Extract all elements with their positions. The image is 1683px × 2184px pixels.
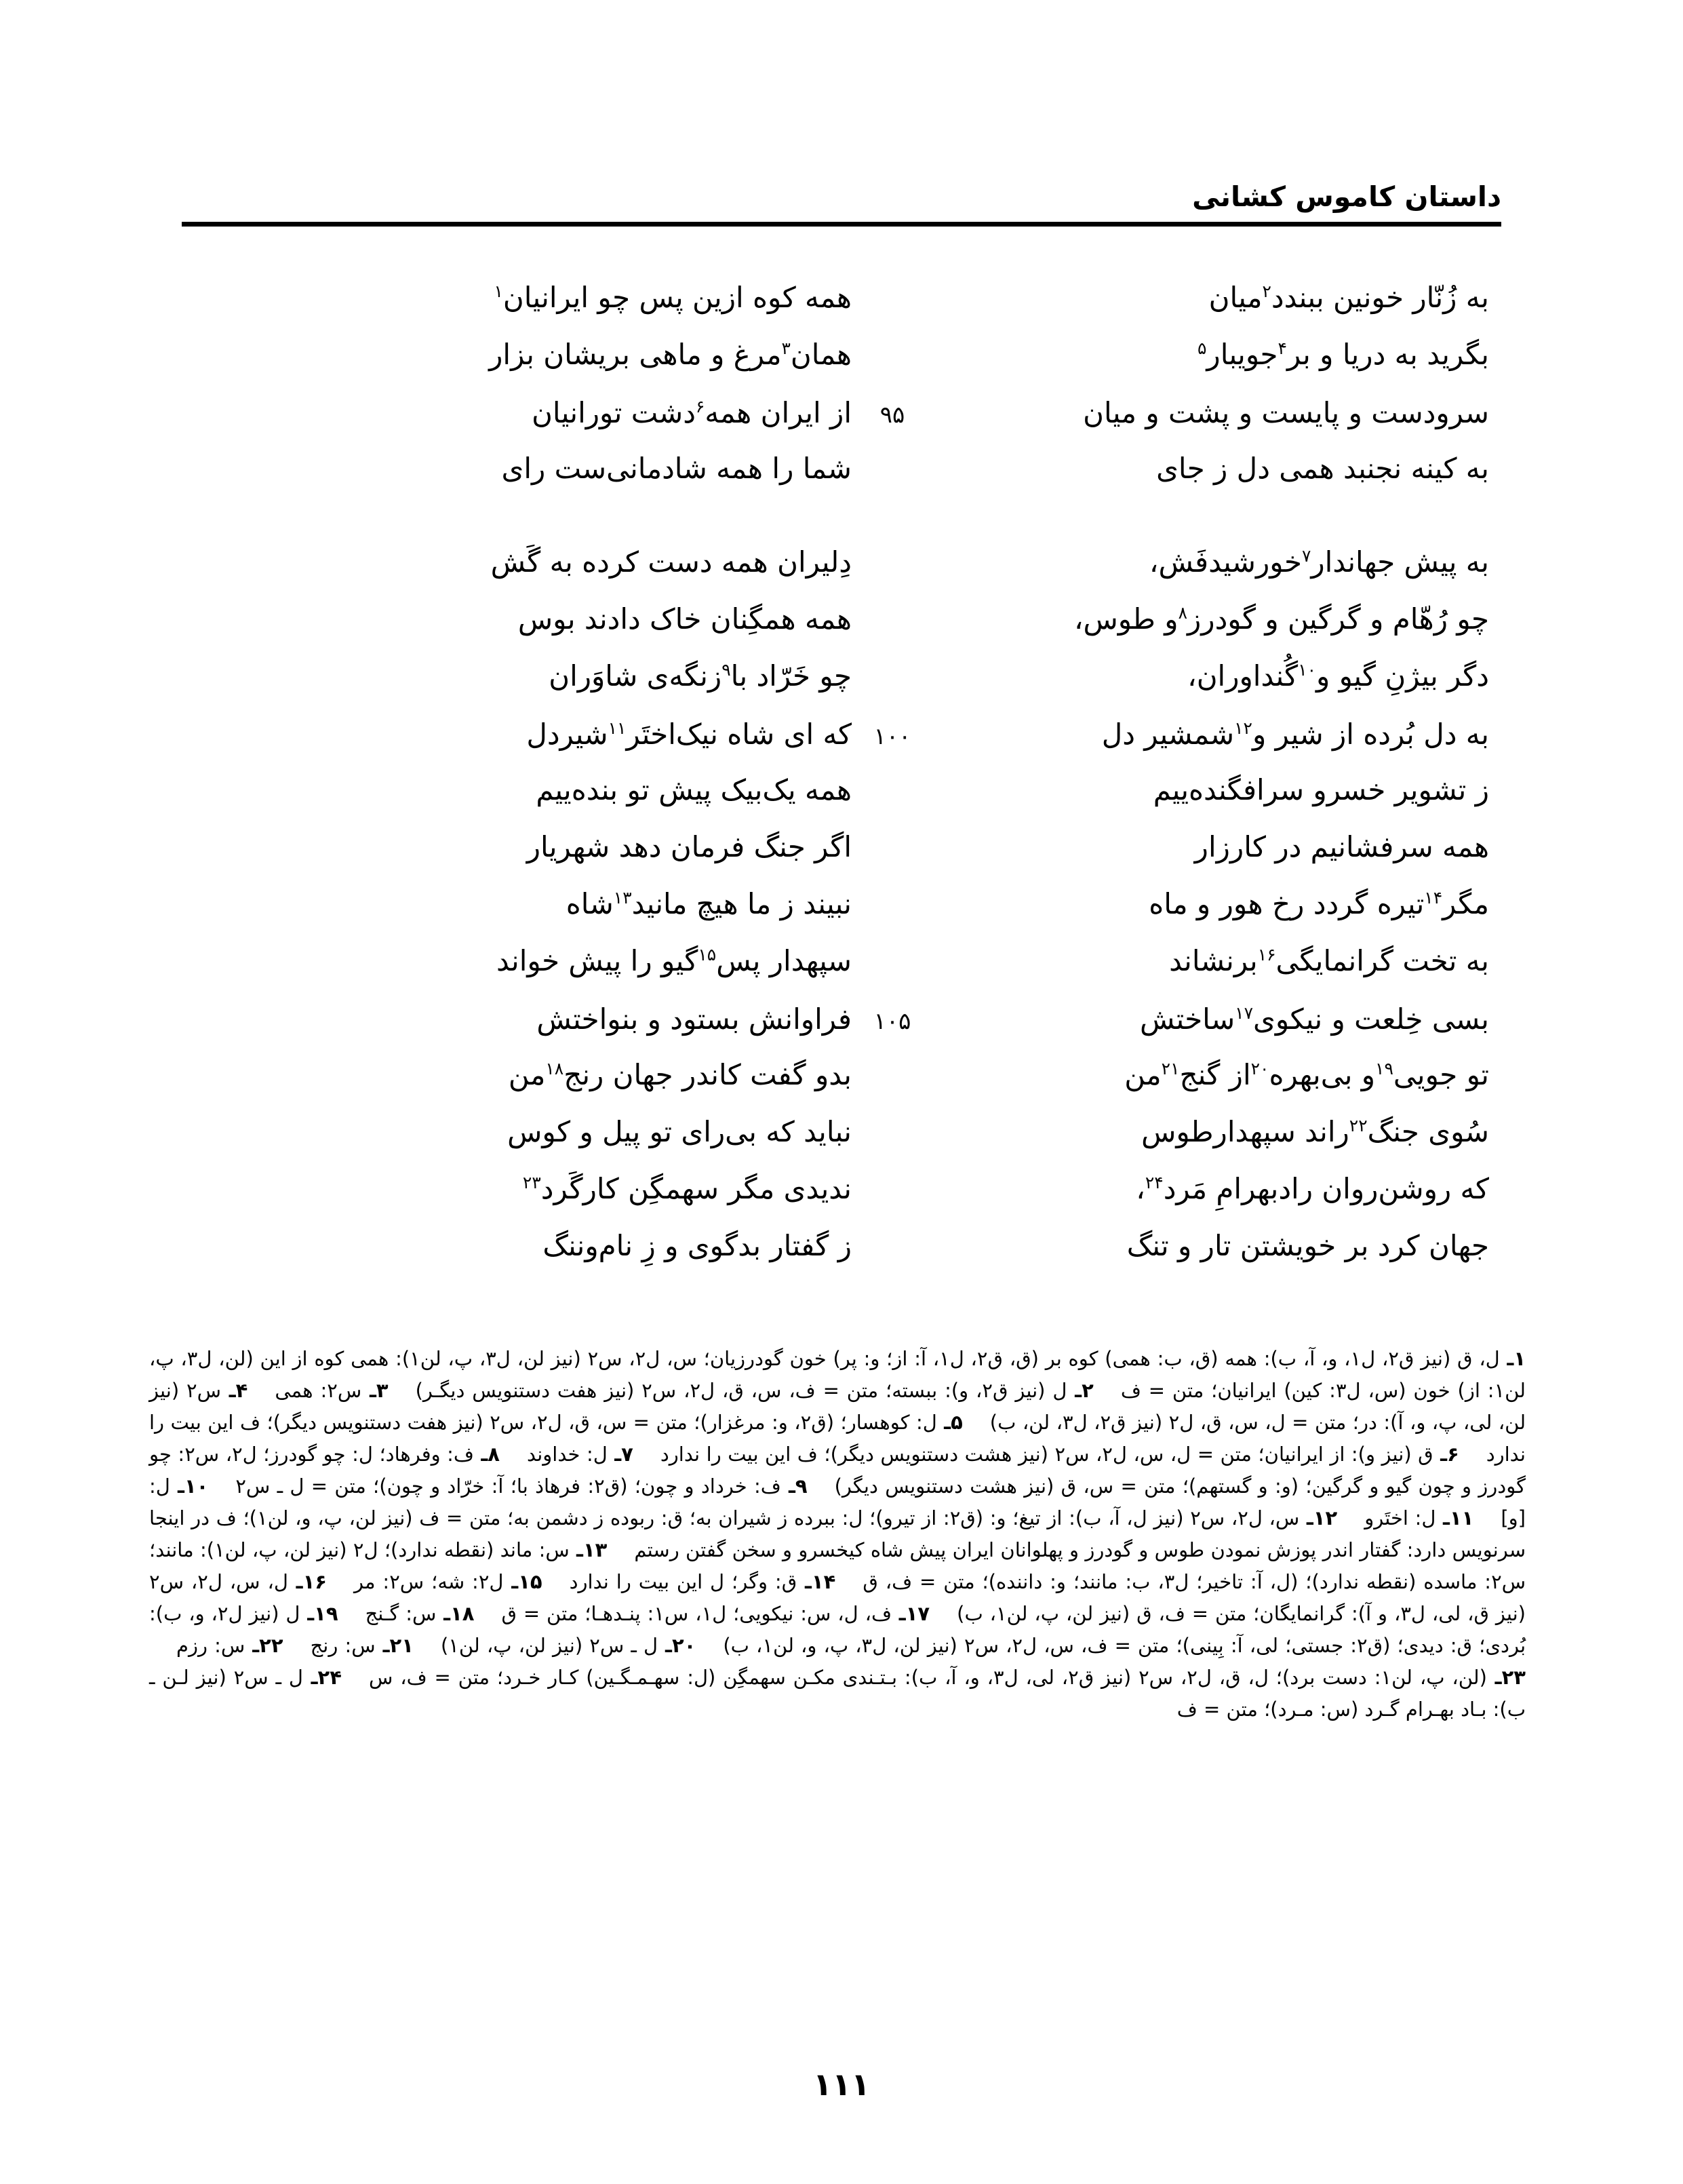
verse-line: [179, 545, 1501, 605]
hemistich-b: به کینه نجنبد همی دل ز جای: [1156, 452, 1489, 485]
apparatus-entry: [311, 1634, 414, 1657]
footnote-marker: ۱۰: [1298, 660, 1317, 680]
apparatus-entry-label: ۱۸ـ: [436, 1601, 475, 1625]
footnote-marker: ۱۳: [613, 888, 632, 908]
line-number: [852, 1080, 933, 1085]
hemistich-a: همه یک‌بیک پیش تو بنده‌ییم: [536, 773, 852, 806]
apparatus-entry-text: ل (نیز ل۲، و، ب): بُردی؛ ق: دیدی؛ (ق۲: جستی؛ لی، آ: بِینی)؛ متن = ف، س، ل۲، س۲ (نیز لن، ل۳، پ، و، لن۱، ب): [149, 1601, 1526, 1657]
verse-line: [179, 887, 1501, 947]
critical-apparatus: [149, 1343, 1526, 1725]
verse-line: [179, 659, 1501, 719]
apparatus-entry: [1364, 1506, 1473, 1529]
apparatus-entry-text: س۲ (نیز لن، لی، پ، و، آ): در؛ متن = ل، س، ق، ل۲ (نیز ق۲، ل۳، لن، ب): [149, 1378, 1526, 1434]
apparatus-entry-label: ۹ـ: [780, 1474, 808, 1498]
hemistich-a: سپهدار پس$^{۱۵}$گیو را پیش خواند: [496, 944, 852, 977]
stanza-block: [179, 545, 1501, 1289]
apparatus-entry-text: ل: کوهسار؛ (ق۲، و: مرغزار)؛ متن = س، ق، ل۲، س۲ (نیز هفت دستنویس دیگر)؛ ف این بیت را ندارد: [149, 1410, 1526, 1466]
apparatus-entry-text: ف: خرداد و چون؛ (ق۲: فرهاذ با؛ آ: خرّاد و چون)؛ متن = ل ـ س۲: [235, 1474, 781, 1498]
apparatus-entry-label: ۴ـ: [221, 1378, 248, 1402]
verse-body: [179, 281, 1501, 1289]
hemistich-b: سُوی جنگ$^{۲۲}$راند سپهدارطوس: [1141, 1115, 1489, 1148]
apparatus-entry-text: ل، س، ل۲، س۲ (نیز ق، لی، ل۳، و آ): گرانمایگان؛ متن = ف، ق (نیز لن، پ، لن۱، ب): [149, 1569, 1526, 1625]
apparatus-entry-label: ۱۰ـ: [170, 1474, 209, 1498]
apparatus-entry: [369, 1666, 1526, 1689]
apparatus-entry-text: س: گـنج: [365, 1601, 437, 1625]
apparatus-entry-text: س: ماند (نقطه ندارد)؛ ل۲ (نیز لن، پ، لن۱): مانند؛ س۲: ماسده (نقطه ندارد)؛ (ل، آ: تاخیر؛ ل۳، ب: مانند؛ و: داننده)؛ متن = ف، ق: [149, 1538, 1526, 1593]
apparatus-entry: [441, 1634, 696, 1657]
hemistich-a: نبیند ز ما هیچ مانید$^{۱۳}$شاه: [566, 887, 852, 920]
verse-line: [179, 1004, 1501, 1061]
footnote-marker: ۷: [1301, 546, 1311, 566]
footnote-marker: ۲۲: [1349, 1116, 1368, 1135]
hemistich-b: به دل بُرده از شیر و$^{۱۲}$شمشیر دل: [1101, 718, 1489, 751]
apparatus-entry-label: ۲۴ـ: [302, 1665, 342, 1689]
apparatus-entry: [660, 1443, 1459, 1466]
line-number: ۹۵: [879, 402, 905, 429]
apparatus-entry-text: س۲: همی: [275, 1378, 362, 1402]
apparatus-entry-text: س: رزم: [176, 1633, 245, 1657]
verse-line: [179, 944, 1501, 1004]
hemistich-a: بدو گفت کاندر جهان رنج$^{۱۸}$من: [508, 1058, 852, 1091]
line-number: [852, 796, 933, 800]
apparatus-entry-label: ۲ـ: [1067, 1378, 1094, 1402]
apparatus-entry-label: ۱۴ـ: [797, 1569, 836, 1593]
hemistich-a: فراوانش بستود و بنواختش: [536, 1002, 852, 1036]
apparatus-entry-text: ل ـ س۲ (نیز لـن ـ ب): بـاد بهـرام گـرد (س: مـرد)؛ متن = ف: [149, 1665, 1526, 1721]
apparatus-entry-text: ل: خداوند: [526, 1442, 608, 1466]
footnote-marker: ۱۵: [698, 945, 717, 964]
footnote-marker: ۴: [1278, 338, 1287, 358]
footnote-marker: ۹: [721, 660, 731, 680]
apparatus-entry-label: ۷ـ: [607, 1442, 633, 1466]
line-number: [852, 910, 933, 914]
apparatus-entry-text: ق: وگر؛ ل این بیت را ندارد: [569, 1569, 797, 1593]
apparatus-entry-text: ل، ق (نیز ق۲، ل۱، و، آ، ب): همه (ق، ب: همی) کوه بر (ق، ق۲، ل۱، آ: از؛ و: پر) خون گودرزیان؛ س، ل۲، س۲ (نیز لن، ل۳، پ، لن۱): همی کوه از این (لن، ل۳، پ، لن۱: از) خون (س، ل۳: کین) ایرانیان؛ متن = ف: [149, 1347, 1526, 1402]
hemistich-a: که ای شاه نیک‌اختَر$^{۱۱}$شیردل: [526, 718, 852, 751]
apparatus-entry-label: ۳ـ: [361, 1378, 389, 1402]
hemistich-b: تو جویی$^{۱۹}$و بی‌بهره$^{۲۰}$از گنج$^{۲۱}$من: [1124, 1058, 1489, 1091]
line-number: [852, 360, 933, 364]
hemistich-b: دگر بیژنِ گیو و$^{۱۰}$گُنداوران،: [1187, 659, 1489, 693]
footnote-marker: ۲: [1262, 281, 1271, 301]
footnote-marker: ۱: [494, 281, 503, 301]
line-number: [852, 568, 933, 572]
line-number: [852, 1137, 933, 1142]
apparatus-entry-label: ۵ـ: [936, 1410, 963, 1434]
hemistich-b: که روشن‌روان رادبهرامِ مَرد$^{۲۴}$،: [1136, 1172, 1489, 1205]
hemistich-b: به تخت گرانمایگی$^{۱۶}$برنشاند: [1169, 944, 1489, 977]
verse-line: [179, 1115, 1501, 1175]
apparatus-entry-text: ل ـ س۲ (نیز لن، پ، لن۱): [440, 1633, 658, 1657]
footnote-marker: ۱۶: [1257, 945, 1276, 964]
verse-line: [179, 602, 1501, 662]
hemistich-a: همه همگِنان خاک دادند بوس: [517, 602, 852, 636]
apparatus-entry-label: ۱۱ـ: [1436, 1506, 1474, 1529]
hemistich-a: اگر جنگ فرمان دهد شهریار: [526, 830, 852, 863]
hemistich-b: به پیش جهاندار$^۷$خورشیدفَش،: [1149, 545, 1489, 579]
apparatus-entry-text: ف، ل، س: نیکویی؛ ل۱، س۱: پنـدهـا؛ متن = ق: [501, 1601, 892, 1625]
apparatus-entry-label: ۶ـ: [1433, 1442, 1459, 1466]
apparatus-entry-text: س: رنج: [310, 1633, 376, 1657]
line-number: [852, 682, 933, 686]
footnote-marker: ۲۳: [522, 1173, 541, 1192]
apparatus-entry-label: ۲۰ـ: [658, 1633, 696, 1657]
line-number: ۱۰۵: [873, 1008, 911, 1035]
footnote-marker: ۳: [781, 338, 791, 358]
apparatus-entry: [416, 1379, 1094, 1402]
verse-line: [179, 397, 1501, 454]
apparatus-entry-label: ۱۶ـ: [288, 1569, 327, 1593]
hemistich-b: همه سرفشانیم در کارزار: [1194, 830, 1489, 863]
apparatus-entry-label: ۱۵ـ: [503, 1569, 542, 1593]
apparatus-entry-text: (لن، پ، لن۱: دست برد)؛ ل، ق، ل۲، س۲ (نیز ق۲، لی، ل۳، و، آ، ب): بـتـندی مکـن سهمگِن (ل: سهـمـگـین) کـار خـرد؛ متن = ف، س: [368, 1665, 1487, 1689]
apparatus-entry-label: ۲۲ـ: [245, 1633, 283, 1657]
footnote-marker: ۲۰: [1250, 1059, 1269, 1078]
line-number: [852, 853, 933, 857]
hemistich-a: شما را همه شادمانی‌ست رای: [501, 452, 852, 485]
verse-line: [179, 830, 1501, 890]
hemistich-b: جهان کرد بر خویشتن تار و تنگ: [1126, 1229, 1489, 1262]
hemistich-a: نباید که بی‌رای تو پیل و کوس: [507, 1115, 852, 1148]
hemistich-b: ز تشویر خسرو سرافگنده‌ییم: [1153, 773, 1489, 806]
apparatus-entry-text: ل (نیز ق۲، و): ببسته؛ متن = ف، س، ق، ل۲، س۲ (نیز هفت دستنویس دیگـر): [415, 1378, 1067, 1402]
hemistich-b: به زُنّار خونین ببندد$^۲$میان: [1208, 281, 1489, 314]
apparatus-entry-label: ۲۱ـ: [375, 1633, 414, 1657]
footnote-marker: ۱۴: [1424, 888, 1443, 908]
hemistich-a: همه کوه ازین پس چو ایرانیان$^۱$: [494, 281, 852, 314]
hemistich-a: ز گفتار بدگوی و زِ نام‌وننگ: [542, 1229, 852, 1262]
apparatus-entry-text: ل: اختَرو: [1364, 1506, 1436, 1529]
apparatus-entry-label: ۱۷ـ: [892, 1601, 930, 1625]
footnote-marker: ۱۹: [1375, 1059, 1393, 1078]
verse-line: [179, 454, 1501, 511]
line-number: [852, 625, 933, 629]
hemistich-b: بگرید به دریا و بر$^۴$جویبار$^۵$: [1197, 338, 1489, 371]
verse-line: [179, 1229, 1501, 1289]
apparatus-entry-label: ۱۹ـ: [300, 1601, 338, 1625]
hemistich-a: همان$^۳$مرغ و ماهی بریشان بزار: [489, 338, 852, 371]
apparatus-entry: [365, 1602, 475, 1625]
hemistich-b: مگر$^{۱۴}$تیره گردد رخ هور و ماه: [1149, 887, 1489, 920]
hemistich-b: سرودست و پایست و پشت و میان: [1083, 396, 1489, 429]
running-head: [182, 182, 1501, 227]
hemistich-b: چو رُهّام و گرگین و گودرز$^۸$و طوس،: [1073, 602, 1489, 636]
line-number: [852, 474, 933, 478]
verse-line: [179, 281, 1501, 340]
footnote-marker: ۸: [1178, 603, 1188, 623]
apparatus-entry: [354, 1570, 542, 1593]
hemistich-a: چو خَرّاد با$^۹$زنگه‌ی شاوَران: [549, 659, 852, 693]
line-number: ۱۰۰: [873, 723, 911, 750]
apparatus-entry: [176, 1634, 283, 1657]
footnote-marker: ۲۱: [1161, 1059, 1180, 1078]
footnote-marker: ۵: [1197, 338, 1207, 358]
hemistich-a: دِلیران همه دست کرده به گَش: [490, 545, 852, 579]
hemistich-a: ندیدی مگر سهمگِن کارگَرد$^{۲۳}$: [522, 1172, 852, 1205]
footnote-marker: ۱۷: [1235, 1003, 1253, 1023]
apparatus-entry-label: ۱ـ: [1499, 1347, 1526, 1370]
apparatus-entry-text: س، ل۲، س۲ (نیز ل، آ، ب): از تیغ؛ و: (ق۲: از تیرو)؛ ل: ببرده ز شیران به؛ ق: ربوده ز دشمن به؛ متن = ف (نیز لن، پ، و، لن۱)؛ ف در اینجا سرنویس دارد: گفتار اندر پوزش نمودن طوس و گودرز و پهلوانان ایران پیش شاه کیخسرو و سخن گفتن رستم: [149, 1506, 1526, 1561]
footnote-marker: ۱۱: [608, 718, 627, 738]
running-head-title: داستان کاموس کشانی: [1192, 180, 1501, 213]
apparatus-entry-text: ف: وفرهاد؛ ل: چو گودرز؛ ل۲، س۲: چو گودرز و چون گیو و گرگین؛ (و: و گستهم)؛ متن = س، ق (نیز هشت دستنویس دیگر): [149, 1442, 1526, 1498]
verse-line: [179, 719, 1501, 776]
line-number: [852, 1194, 933, 1198]
apparatus-entry: [501, 1602, 930, 1625]
page-number: ۱۱۱: [812, 2066, 871, 2103]
hemistich-b: بسی خِلعت و نیکوی$^{۱۷}$ساختش: [1139, 1002, 1489, 1036]
apparatus-entry-label: ۲۳ـ: [1486, 1665, 1526, 1689]
footnote-marker: ۲۴: [1145, 1173, 1164, 1192]
stanza-block: [179, 281, 1501, 511]
apparatus-entry: [235, 1475, 807, 1498]
apparatus-entry-label: ۱۲ـ: [1299, 1506, 1338, 1529]
running-head-rule: [182, 222, 1501, 227]
apparatus-entry-label: ۱۳ـ: [569, 1538, 608, 1561]
verse-line: [179, 1172, 1501, 1232]
hemistich-a: از ایران همه$^۶$دشت تورانیان: [532, 396, 852, 429]
apparatus-entry: [570, 1570, 836, 1593]
verse-line: [179, 773, 1501, 833]
apparatus-entry-text: ق (نیز و): از ایرانیان؛ متن = ل، س، ل۲، س۲ (نیز هشت دستنویس دیگر)؛ ف این بیت را ندارد: [660, 1442, 1433, 1466]
footnote-marker: ۶: [695, 397, 705, 416]
apparatus-entry-text: ل: [و]: [149, 1474, 1526, 1529]
footnote-marker: ۱۸: [545, 1059, 564, 1078]
apparatus-entry-text: ل۲: شه؛ س۲: مر: [354, 1569, 504, 1593]
apparatus-entry-label: ۸ـ: [473, 1442, 500, 1466]
apparatus-entry: [275, 1379, 388, 1402]
line-number: [852, 303, 933, 307]
verse-line: [179, 1058, 1501, 1118]
verse-line: [179, 340, 1501, 397]
footnote-marker: ۱۲: [1234, 718, 1252, 738]
line-number: [852, 967, 933, 971]
apparatus-entry: [527, 1443, 633, 1466]
line-number: [852, 1251, 933, 1255]
